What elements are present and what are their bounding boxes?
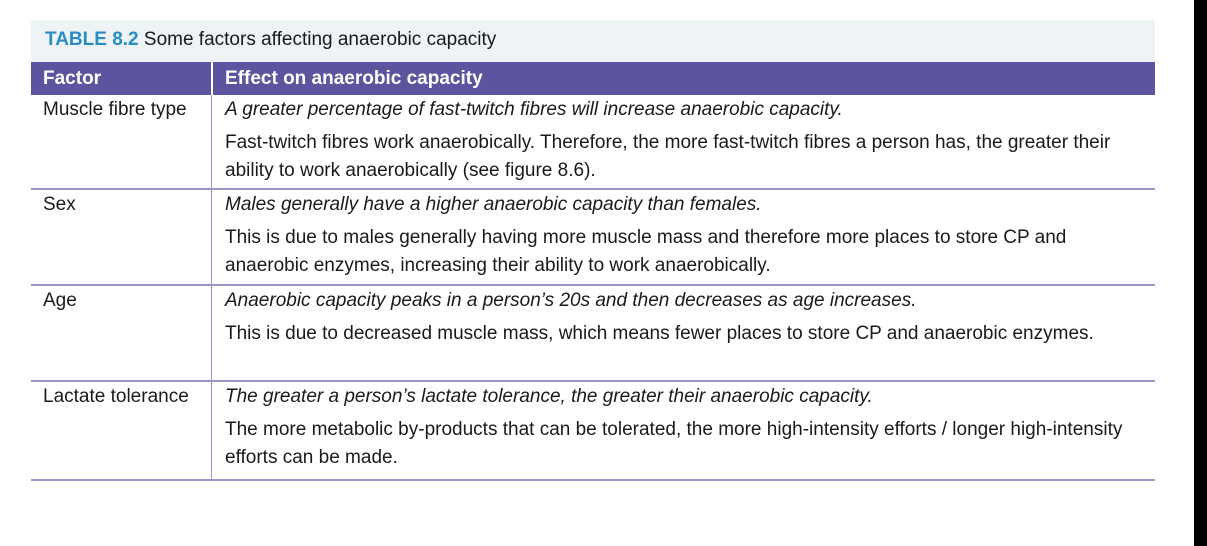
table-header <box>31 62 1155 95</box>
effect-cell <box>212 286 1155 380</box>
effect-explanation: The more metabolic by-products that can be tolerated, the more high-intensity efforts / longer high-intensity efforts can be made. <box>225 419 1123 468</box>
table-number: TABLE 8.2 <box>45 29 139 50</box>
effect-statement: Males generally have a higher anaerobic capacity than females. <box>225 194 762 215</box>
effect-cell <box>212 190 1155 284</box>
table-row <box>31 95 1155 190</box>
table-row <box>31 382 1155 481</box>
table-title: Some factors affecting anaerobic capacity <box>143 29 497 50</box>
effect-statement: The greater a person’s lactate tolerance, the greater their anaerobic capacity. <box>225 386 873 407</box>
table-caption <box>31 20 1155 62</box>
column-header-effect: Effect on anaerobic capacity <box>225 68 483 89</box>
table-row <box>31 190 1155 286</box>
table-row <box>31 286 1155 382</box>
effect-cell <box>212 95 1155 188</box>
effect-statement: A greater percentage of fast-twitch fibres will increase anaerobic capacity. <box>225 99 843 120</box>
factor-cell: Muscle fibre type <box>31 95 212 188</box>
effect-explanation: This is due to males generally having more muscle mass and therefore more places to store CP and anaerobic enzymes, increasing their ability to work anaerobically. <box>225 227 1067 276</box>
factors-table <box>31 20 1155 481</box>
right-edge-bar <box>1194 0 1207 546</box>
effect-explanation: This is due to decreased muscle mass, which means fewer places to store CP and anaerobic enzymes. <box>225 323 1094 344</box>
factor-cell: Lactate tolerance <box>31 382 212 479</box>
effect-cell <box>212 382 1155 479</box>
factor-cell: Sex <box>31 190 212 284</box>
column-header-factor: Factor <box>31 62 213 95</box>
factor-cell: Age <box>31 286 212 380</box>
effect-explanation: Fast-twitch fibres work anaerobically. Therefore, the more fast-twitch fibres a person has, the greater their ability to work anaerobically (see figure 8.6). <box>225 132 1111 181</box>
effect-statement: Anaerobic capacity peaks in a person’s 20s and then decreases as age increases. <box>225 290 917 311</box>
